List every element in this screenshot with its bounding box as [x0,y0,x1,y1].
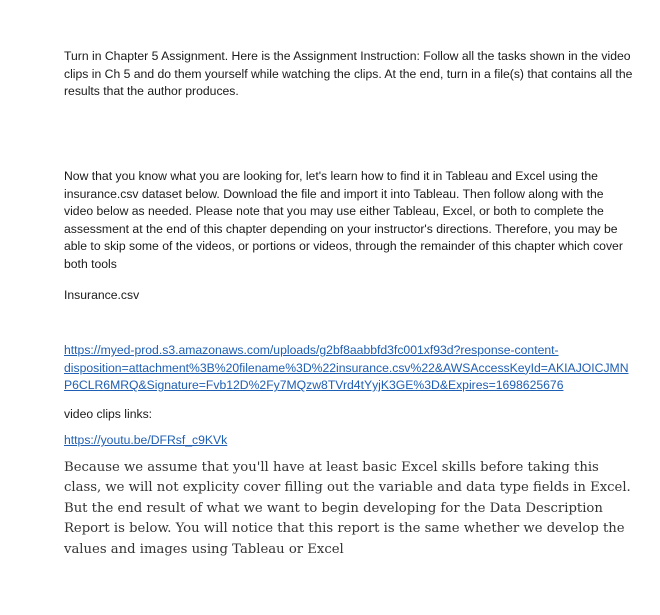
link-line-2: disposition=attachment%3B%20filename%3D%22insurance.csv%22&AWSAccessKeyId=AKIAJOICJMN [64,360,629,375]
link-line-3: P6CLR6MRQ&Signature=Fvb12D%2Fy7MQzw8TVrd4tYyjK3GE%3D&Expires=1698625676 [64,378,564,393]
assignment-instruction-paragraph: Turn in Chapter 5 Assignment. Here is the Assignment Instruction: Follow all the tasks shown in the video clips in Ch 5 and do them yourself while watching the clips. At the end, turn in a file(s) that contains all the results that the author produces. [64,49,633,99]
tableau-excel-instructions-paragraph: Now that you know what you are looking for, let's learn how to find it in Tableau and Excel using the insurance.csv dataset below. Download the file and import it into Tableau. Then follow along with the video below as needed. Please note that you may use either Tableau, Excel, or both to complete the assessment at the end of this chapter depending on your instructor's directions. Therefore, you may be able to skip some of the videos, or portions or videos, through the remainder of this chapter which cover both tools [64,169,623,271]
file-label: Insurance.csv [64,288,140,302]
video-clips-label: video clips links: [64,407,153,421]
link-line-1: https://myed-prod.s3.amazonaws.com/uploads/g2bf8aabbfd3fc001xf93d?response-content- [64,343,559,357]
insurance-csv-download-link[interactable] [64,342,636,395]
excel-skills-paragraph: Because we assume that you'll have at least basic Excel skills before taking this class, we will not explicity cover filling out the variable and data type fields in Excel. But the end result of what we want to begin developing for the Data Description Report is below. You will notice that this report is the same whether we develop the values and images using Tableau or Excel [64,460,631,557]
video-link[interactable]: https://youtu.be/DFRsf_c9KVk [64,433,228,447]
